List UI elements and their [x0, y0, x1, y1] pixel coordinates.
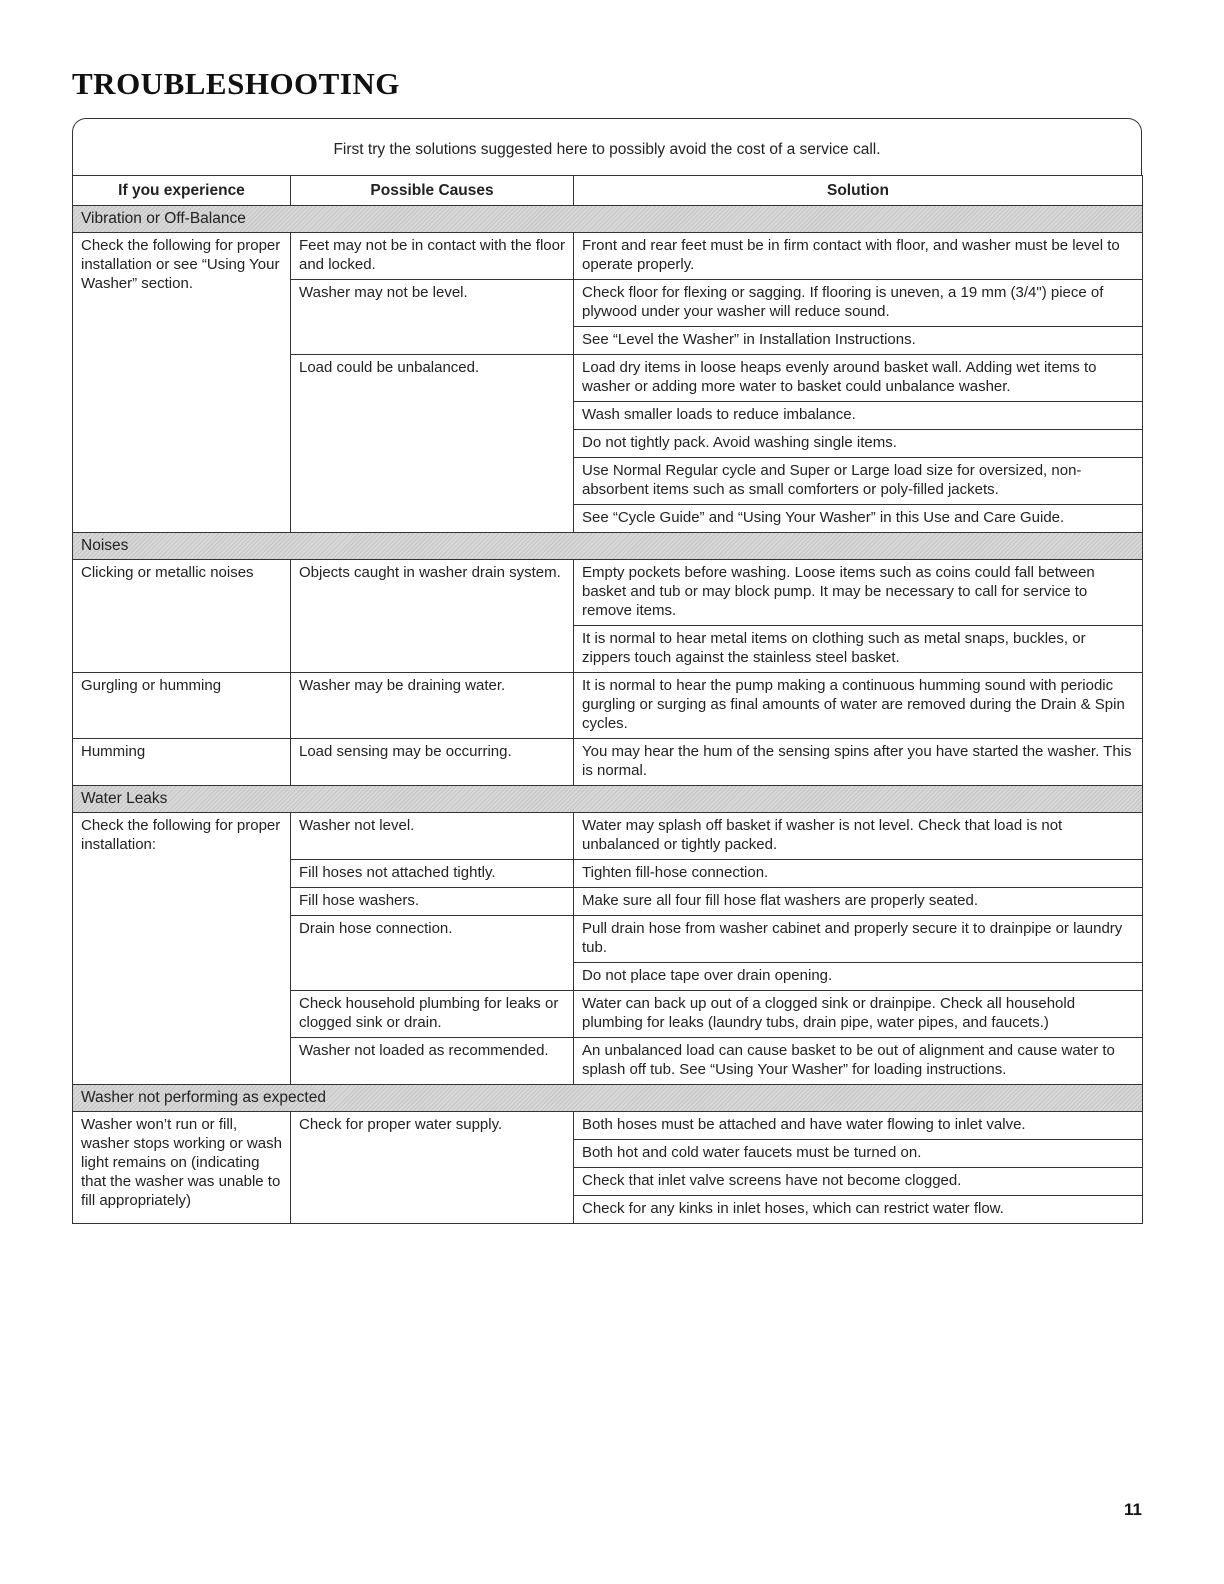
cause-cell: Washer not level. — [291, 813, 574, 860]
solution-cell: Use Normal Regular cycle and Super or Large load size for oversized, non-absorbent items such as small comforters or poly-filled jackets. — [574, 458, 1143, 505]
page-title: TROUBLESHOOTING — [72, 66, 400, 101]
solution-cell: Both hot and cold water faucets must be turned on. — [574, 1140, 1143, 1168]
problem-cell: Check the following for proper installation: — [73, 813, 291, 1085]
cause-cell: Objects caught in washer drain system. — [291, 560, 574, 673]
table-header-row — [73, 176, 1143, 206]
page-number: 11 — [1124, 1500, 1142, 1519]
solution-cell: Tighten fill-hose connection. — [574, 860, 1143, 888]
cause-cell: Check for proper water supply. — [291, 1112, 574, 1224]
header-solution: Solution — [574, 176, 1143, 206]
cause-cell: Drain hose connection. — [291, 916, 574, 991]
intro-text: First try the solutions suggested here to possibly avoid the cost of a service call. — [333, 141, 881, 158]
section-row — [73, 1085, 1143, 1112]
table-row — [73, 813, 1143, 860]
cause-cell: Load could be unbalanced. — [291, 355, 574, 533]
solution-cell: You may hear the hum of the sensing spins after you have started the washer. This is normal. — [574, 739, 1143, 786]
section-row — [73, 786, 1143, 813]
intro-frame — [72, 118, 1142, 175]
section-title: Water Leaks — [73, 786, 1143, 813]
solution-cell: Do not place tape over drain opening. — [574, 963, 1143, 991]
solution-cell: An unbalanced load can cause basket to be out of alignment and cause water to splash off tub. See “Using Your Washer” for loading instructions. — [574, 1038, 1143, 1085]
solution-cell: It is normal to hear metal items on clothing such as metal snaps, buckles, or zippers touch against the stainless steel basket. — [574, 626, 1143, 673]
table-row — [73, 233, 1143, 280]
problem-cell: Clicking or metallic noises — [73, 560, 291, 673]
table-row — [73, 1112, 1143, 1140]
problem-cell: Check the following for proper installation or see “Using Your Washer” section. — [73, 233, 291, 533]
cause-cell: Load sensing may be occurring. — [291, 739, 574, 786]
problem-cell: Washer won’t run or fill, washer stops working or wash light remains on (indicating that the washer was unable to fill appropriately) — [73, 1112, 291, 1224]
solution-cell: Load dry items in loose heaps evenly around basket wall. Adding wet items to washer or adding more water to basket could unbalance washer. — [574, 355, 1143, 402]
cause-cell: Feet may not be in contact with the floor and locked. — [291, 233, 574, 280]
cause-cell: Check household plumbing for leaks or clogged sink or drain. — [291, 991, 574, 1038]
cause-cell: Washer may be draining water. — [291, 673, 574, 739]
solution-cell: Front and rear feet must be in firm contact with floor, and washer must be level to operate properly. — [574, 233, 1143, 280]
solution-cell: Water may splash off basket if washer is not level. Check that load is not unbalanced or tightly packed. — [574, 813, 1143, 860]
solution-cell: Check for any kinks in inlet hoses, which can restrict water flow. — [574, 1196, 1143, 1224]
section-row — [73, 533, 1143, 560]
section-title: Vibration or Off-Balance — [73, 206, 1143, 233]
solution-cell: Make sure all four fill hose flat washers are properly seated. — [574, 888, 1143, 916]
solution-cell: See “Cycle Guide” and “Using Your Washer” in this Use and Care Guide. — [574, 505, 1143, 533]
cause-cell: Fill hose washers. — [291, 888, 574, 916]
solution-cell: Do not tightly pack. Avoid washing single items. — [574, 430, 1143, 458]
table-row — [73, 560, 1143, 626]
solution-cell: It is normal to hear the pump making a continuous humming sound with periodic gurgling or surging as final amounts of water are removed during the Drain & Spin cycles. — [574, 673, 1143, 739]
problem-cell: Humming — [73, 739, 291, 786]
solution-cell: Check floor for flexing or sagging. If flooring is uneven, a 19 mm (3/4") piece of plywood under your washer will reduce sound. — [574, 280, 1143, 327]
cause-cell: Washer not loaded as recommended. — [291, 1038, 574, 1085]
solution-cell: Wash smaller loads to reduce imbalance. — [574, 402, 1143, 430]
section-title: Noises — [73, 533, 1143, 560]
solution-cell: Check that inlet valve screens have not become clogged. — [574, 1168, 1143, 1196]
solution-cell: Both hoses must be attached and have water flowing to inlet valve. — [574, 1112, 1143, 1140]
table-row — [73, 673, 1143, 739]
section-title: Washer not performing as expected — [73, 1085, 1143, 1112]
cause-cell: Washer may not be level. — [291, 280, 574, 355]
cause-cell: Fill hoses not attached tightly. — [291, 860, 574, 888]
troubleshooting-table — [72, 175, 1143, 1224]
solution-cell: Water can back up out of a clogged sink or drainpipe. Check all household plumbing for leaks (laundry tubs, drain pipe, water pipes, and faucets.) — [574, 991, 1143, 1038]
section-row — [73, 206, 1143, 233]
solution-cell: See “Level the Washer” in Installation Instructions. — [574, 327, 1143, 355]
table-body — [73, 206, 1143, 1224]
solution-cell: Pull drain hose from washer cabinet and properly secure it to drainpipe or laundry tub. — [574, 916, 1143, 963]
table-row — [73, 739, 1143, 786]
problem-cell: Gurgling or humming — [73, 673, 291, 739]
header-experience: If you experience — [73, 176, 291, 206]
solution-cell: Empty pockets before washing. Loose items such as coins could fall between basket and tub or may block pump. It may be necessary to call for service to remove items. — [574, 560, 1143, 626]
header-causes: Possible Causes — [291, 176, 574, 206]
